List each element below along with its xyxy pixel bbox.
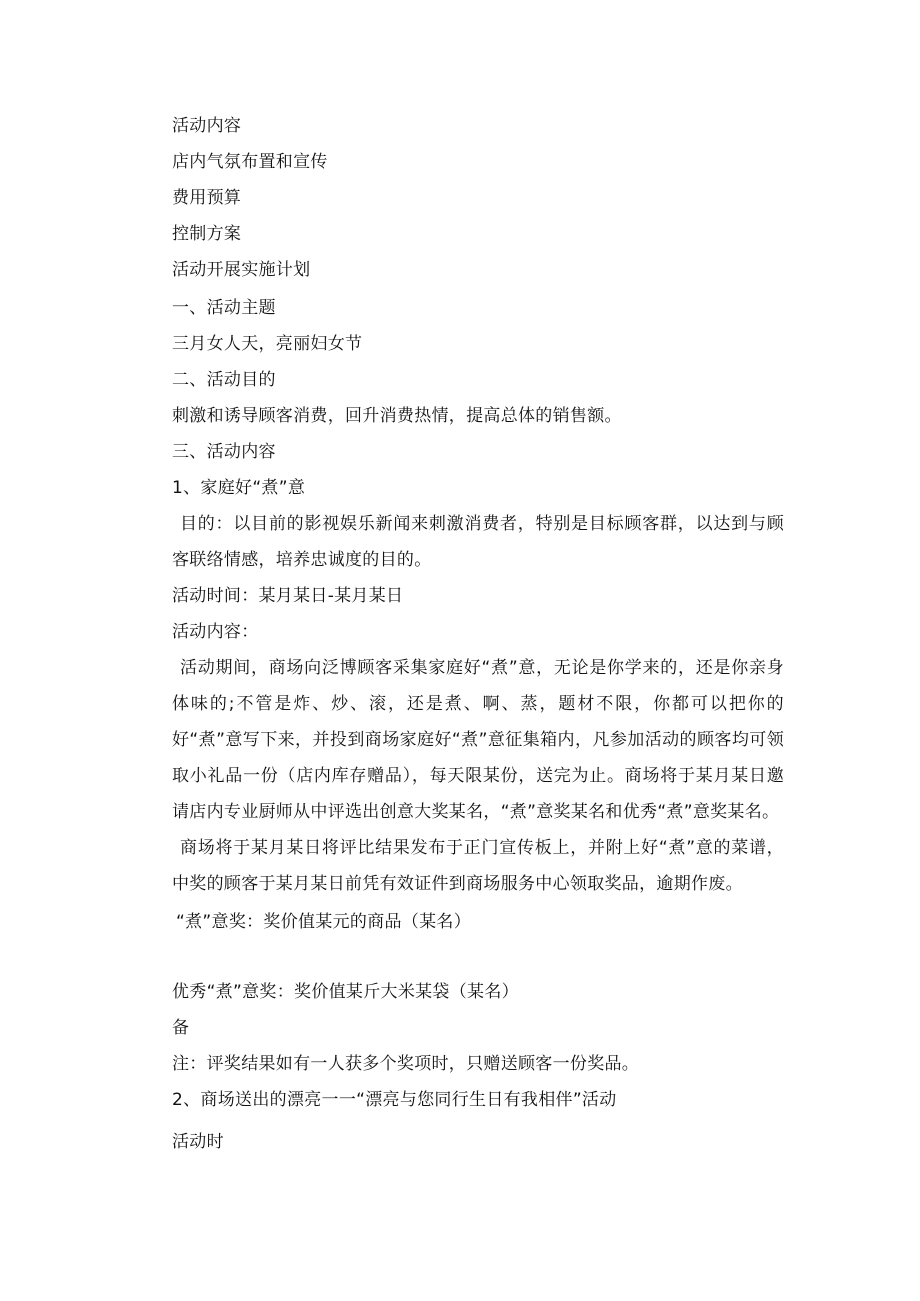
activity-content-label: 活动内容：	[172, 622, 259, 642]
paragraph-results-announcement: 商场将于某月某日将评比结果发布于正门宣传板上，并附上好“煮”意的菜谱，中奖的顾客于某月某日前凭有效证件到商场服务中心领取奖品，逾期作废。	[172, 838, 784, 894]
note-text: 注：评奖结果如有一人获多个奖项时，只赠送顾客一份奖品。	[172, 1054, 640, 1074]
section-heading-theme: 一、活动主题	[172, 298, 276, 318]
toc-item-control-plan: 控制方案	[172, 224, 242, 244]
toc-item-implementation-plan: 活动开展实施计划	[172, 260, 311, 280]
subsection-heading-birthday: 2、商场送出的漂亮一一“漂亮与您同行生日有我相伴”活动	[172, 1090, 617, 1110]
toc-item-store-decoration: 店内气氛布置和宣传	[172, 152, 328, 172]
paragraph-goal: 目的：以目前的影视娱乐新闻来刺激消费者，特别是目标顾客群，以达到与顾客联络情感，培养忠诚度的目的。	[172, 514, 784, 570]
prize-excellent-idea-award: 优秀“煮”意奖：奖价值某斤大米某袋（某名）	[172, 982, 519, 1002]
purpose-text: 刺激和诱导顾客消费，回升消费热情，提高总体的销售额。	[172, 406, 622, 426]
activity-time-partial: 活动时	[172, 1132, 224, 1152]
note-label: 备	[172, 1018, 190, 1038]
theme-text: 三月女人天，亮丽妇女节	[172, 334, 363, 354]
section-heading-content: 三、活动内容	[172, 442, 276, 462]
paragraph-activity-description: 活动期间，商场向泛博顾客采集家庭好“煮”意，无论是你学来的，还是你亲身体味的;不管是炸、炒、滚，还是煮、啊、蒸，题材不限，你都可以把你的好“煮”意写下来，并投到商场家庭好“煮”意征集箱内，凡参加活动的顾客均可领取小礼品一份（店内库存赠品），每天限某份，送完为止。商场将于某月某日邀请店内专业厨师从中评选出创意大奖某名，“煮”意奖某名和优秀“煮”意奖某名。	[172, 658, 784, 822]
toc-item-activity-content: 活动内容	[172, 116, 242, 136]
prize-idea-award: “煮”意奖：奖价值某元的商品（某名）	[176, 912, 472, 932]
subsection-heading-family-idea: 1、家庭好“煮”意	[172, 478, 306, 498]
activity-time-line: 活动时间：某月某日-某月某日	[172, 586, 404, 606]
toc-item-budget: 费用预算	[172, 188, 242, 208]
section-heading-purpose: 二、活动目的	[172, 370, 276, 390]
